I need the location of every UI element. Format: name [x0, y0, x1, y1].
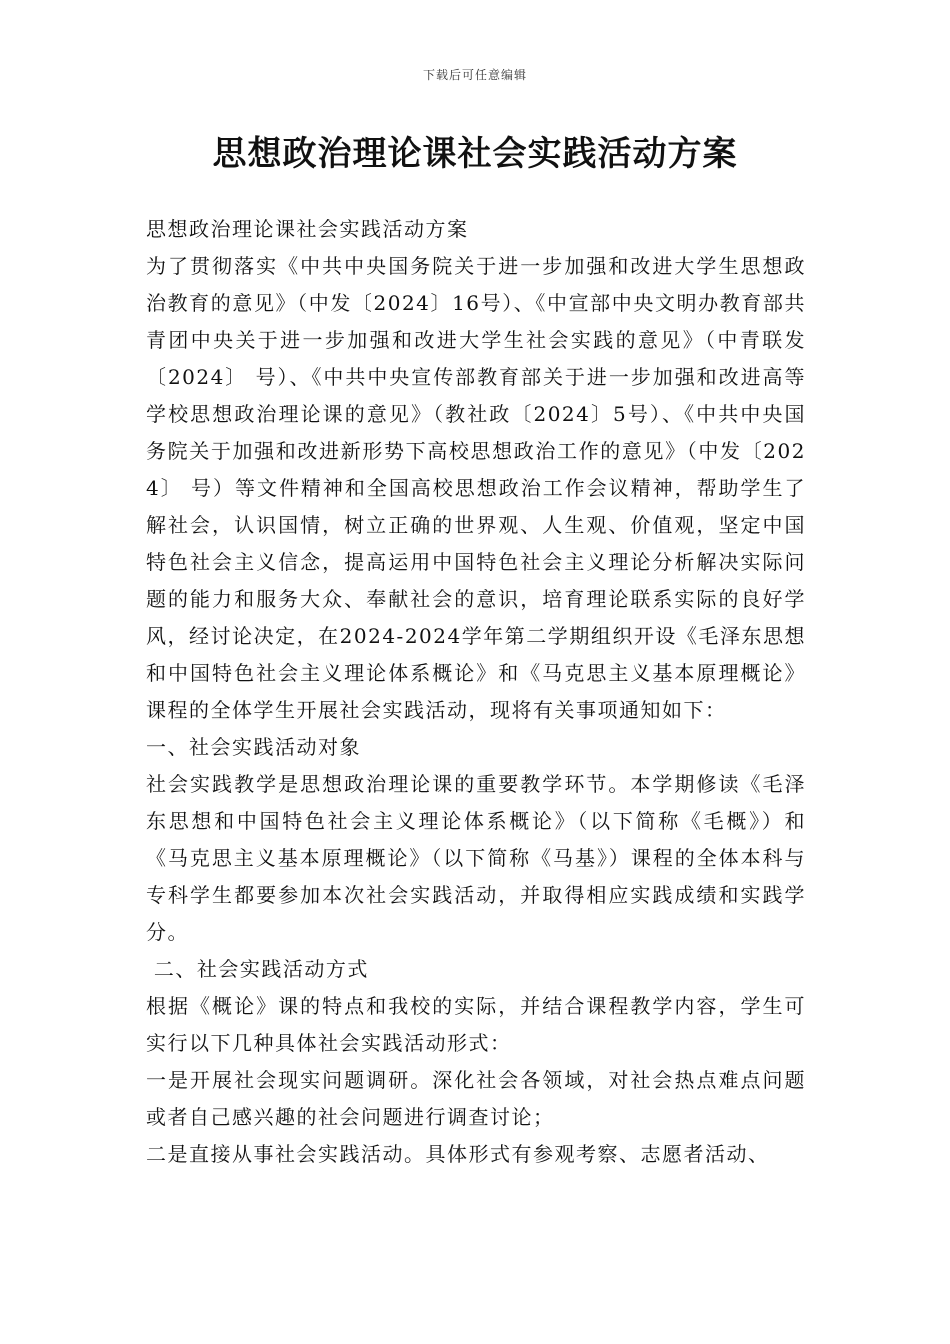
paragraph-form-1: 一是开展社会现实问题调研。深化社会各领域，对社会热点难点问题或者自己感兴趣的社会问题进行调查讨论；: [146, 1068, 806, 1129]
paragraph-intro: 为了贯彻落实《中共中央国务院关于进一步加强和改进大学生思想政治教育的意见》（中发〔2024〕16号）、《中宣部中央文明办教育部共青团中央关于进一步加强和改进大学生社会实践的意见》（中青联发〔2024〕 号）、《中共中央宣传部教育部关于进一步加强和改进高等学校思想政治理论课的意见》（教社政〔2024〕5号）、《中共中央国务院关于加强和改进新形势下高校思想政治工作的意见》（中发〔2024〕 号）等文件精神和全国高校思想政治工作会议精神，帮助学生了解社会，认识国情，树立正确的世界观、人生观、价值观，坚定中国特色社会主义信念，提高运用中国特色社会主义理论分析解决实际问题的能力和服务大众、奉献社会的意识，培育理论联系实际的良好学风，经讨论决定，在2024-2024学年第二学期组织开设《毛泽东思想和中国特色社会主义理论体系概论》和《马克思主义基本原理概论》课程的全体学生开展社会实践活动，现将有关事项通知如下：: [146, 254, 806, 722]
paragraph-section-1: 社会实践教学是思想政治理论课的重要教学环节。本学期修读《毛泽东思想和中国特色社会主义理论体系概论》（以下简称《毛概》）和《马克思主义基本原理概论》（以下简称《马基》）课程的全体本科与专科学生都要参加本次社会实践活动，并取得相应实践成绩和实践学分。: [146, 772, 806, 944]
paragraph-section-2: 根据《概论》课的特点和我校的实际，并结合课程教学内容，学生可实行以下几种具体社会实践活动形式：: [146, 994, 806, 1055]
paragraph-subtitle: 思想政治理论课社会实践活动方案: [146, 217, 469, 241]
paragraph-form-2: 二是直接从事社会实践活动。具体形式有参观考察、志愿者活动、: [146, 1142, 770, 1166]
section-heading-1: 一、社会实践活动对象: [146, 735, 361, 759]
document-body: [146, 211, 806, 1173]
page-header-note: 下载后可任意编辑: [422, 68, 527, 82]
document-title: 思想政治理论课社会实践活动方案: [212, 134, 738, 174]
section-heading-2: 二、社会实践活动方式: [146, 957, 369, 981]
